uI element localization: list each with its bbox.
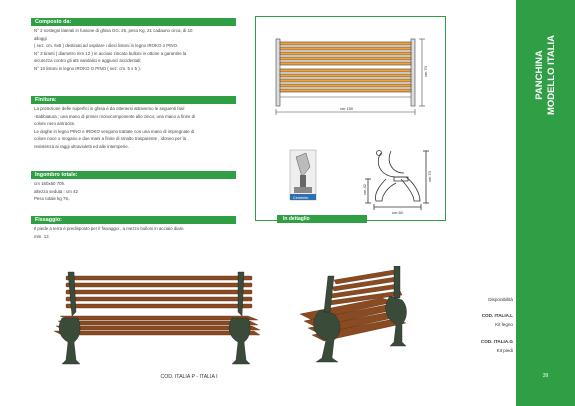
text-line: ( sez. cm. 6x5 ) destinati ad ospitare i dieci listoni in legno IROKO o PINO. xyxy=(34,43,179,49)
text-line: altezza seduta : cm 42 xyxy=(34,188,78,194)
text-line: Il piede a terra è predisposto per il fissaggio , a mezzo bulloni in acciaio diam. xyxy=(34,226,185,231)
text-line: mm. 12. xyxy=(34,233,50,239)
side-title-text xyxy=(534,35,558,115)
text-line: N° 10 listoni in legno IROKO O PINO ( sez. cm. 5 x 5 ). xyxy=(34,65,141,71)
dimension-side-height-label: cm 70 xyxy=(427,171,432,182)
section-composition-title: Composto da: xyxy=(31,18,236,26)
code-text: COD. ITALIA.G xyxy=(480,339,513,344)
text-line: alloggi xyxy=(34,35,47,41)
text-line: La protezione delle superfici in ghisa è da ottenersi attraverso le seguenti fasi: xyxy=(34,106,186,111)
technical-drawing-box xyxy=(255,16,446,221)
section-dimensions-body xyxy=(34,180,239,203)
page-number: 39 xyxy=(542,373,549,379)
product-code-caption: COD. ITALIA P - ITALIA I xyxy=(160,374,218,380)
caption-in-dettaglio: In dettaglio xyxy=(277,215,367,223)
text-line: N° 3 tiranti ( diametro mm 12 ) in acciaio zincato bulloni in ottone a garantire la xyxy=(34,50,187,56)
code-text: COD. ITALIA.L xyxy=(481,313,513,318)
section-dimensions-title: Ingombro totale: xyxy=(31,171,236,179)
text-line: Le doghe in legno PINO e IROKO vengono trattate con una mano di impregnate di xyxy=(34,128,195,134)
side-title-line2: MODELLO ITALIA xyxy=(546,34,558,116)
side-view-drawing xyxy=(365,151,429,211)
availability-item-desc: Kit piedi xyxy=(496,348,513,353)
section-finish-body xyxy=(34,105,239,151)
front-view-drawing xyxy=(276,39,425,115)
section-finish-title: Finitura: xyxy=(31,96,236,104)
section-fixing-body xyxy=(34,225,239,240)
availability-item-code xyxy=(481,339,513,344)
section-composition-body xyxy=(34,27,239,73)
cement-label: Cemento xyxy=(293,196,309,200)
technical-drawing xyxy=(256,17,445,220)
availability-item-desc: Kit legno xyxy=(495,322,513,327)
availability-label: Disponibilità xyxy=(488,297,513,302)
dimension-depth-label: cm 60 xyxy=(392,210,403,215)
bench-photo-perspective xyxy=(290,266,440,366)
side-title-line1: PANCHINA xyxy=(534,50,546,100)
dimension-front-height-label: cm 70 xyxy=(423,66,428,77)
side-title xyxy=(524,10,568,140)
cement-anchor-icon xyxy=(290,150,316,200)
text-line: resistenza ai raggi ultravioletti ed alle intemperie. xyxy=(34,143,129,149)
section-fixing-title: Fissaggio: xyxy=(31,216,236,224)
text-line: colore nero antracite. xyxy=(34,121,76,127)
text-line: N° 2 sostegni laterali in fusione di ghisa GG. 25, peso Kg. 21 cadauno circa, di 10 xyxy=(34,28,193,33)
text-line: colore noce o mogano e due mani a finire di smalto trasparente , idoneo per la xyxy=(34,136,187,142)
text-line: Peso totale kg 76,. xyxy=(34,196,71,202)
dimension-width-label: cm 150 xyxy=(340,106,354,111)
availability-item-code xyxy=(482,313,513,318)
bench-photo-front xyxy=(52,268,262,368)
text-line: -Sabbiatura ; una mano di primer monocomponente allo zinco; una mano a finire di xyxy=(34,113,196,119)
text-line: cm 160x60 70h. xyxy=(34,181,66,186)
text-line: sicurezza contro gli atti vandalici e aggiunci accidentali; xyxy=(34,58,142,64)
dimension-seat-label: cm 42 xyxy=(362,184,367,195)
